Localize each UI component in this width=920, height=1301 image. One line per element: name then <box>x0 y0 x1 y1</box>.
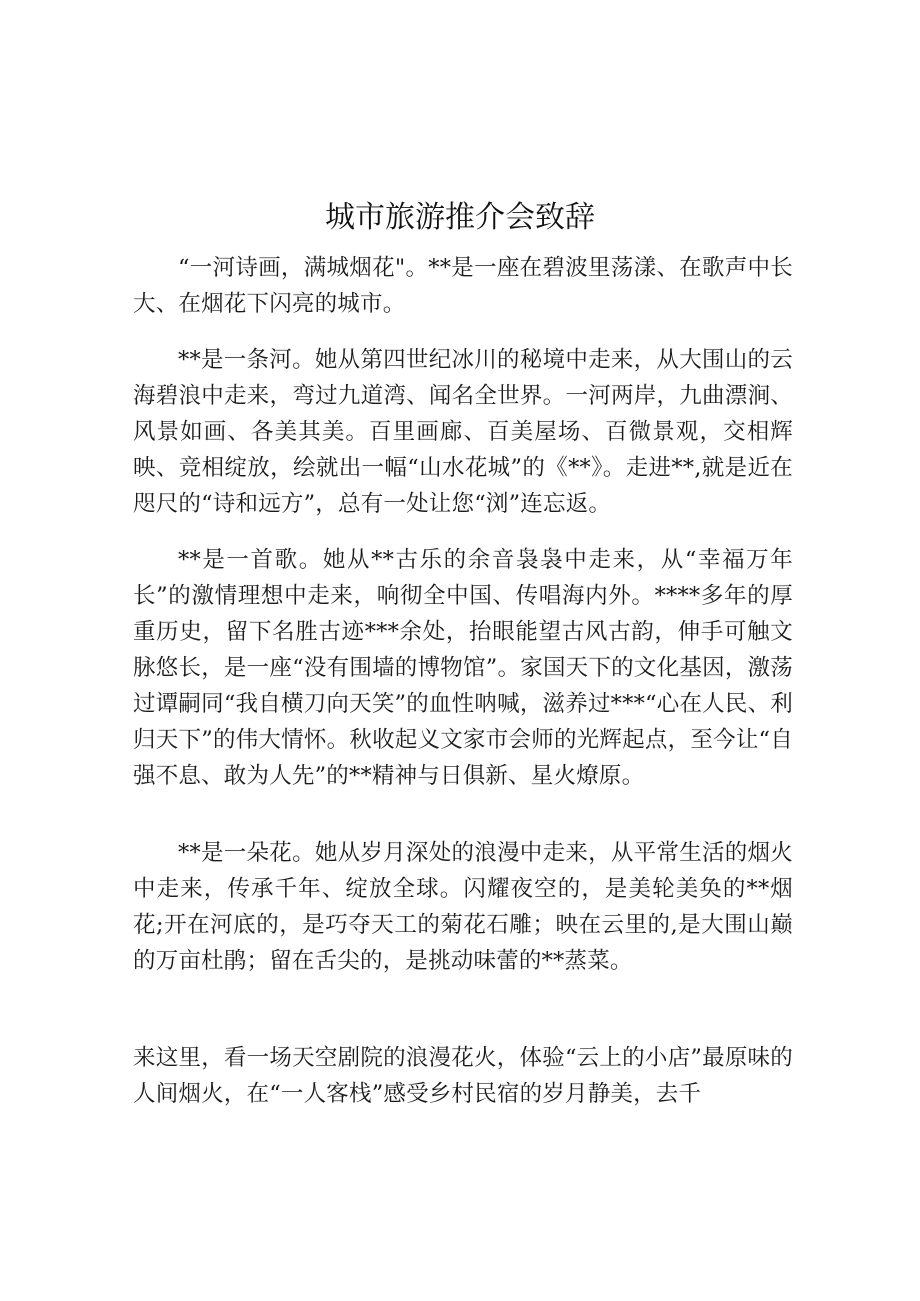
document-title: 城市旅游推介会致辞 <box>325 200 595 235</box>
paragraph-song: **是一首歌。她从**古乐的余音袅袅中走来，从“幸福万年长”的激情理想中走来，响彻全中国、传唱海内外。****多年的厚重历史，留下名胜古迹***余处，抬眼能望古风古韵，伸手可触文脉悠长，是一座“没有围墙的博物馆”。家国天下的文化基因，激荡过谭嗣同“我自横刀向天笑”的血性呐喊，滋养过***“心在人民、利归天下”的伟大情怀。秋收起义文家市会师的光辉起点，至今让“自强不息、敢为人先”的**精神与日俱新、星火燎原。 <box>133 547 793 789</box>
paragraph-flower: **是一朵花。她从岁月深处的浪漫中走来，从平常生活的烟火中走来，传承千年、绽放全球。闪耀夜空的，是美轮美奂的**烟花;开在河底的，是巧夺天工的菊花石雕；映在云里的,是大围山巅的万亩杜鹃；留在舌尖的，是挑动味蕾的**蒸菜。 <box>133 840 793 974</box>
paragraph-intro: “一河诗画，满城烟花"。**是一座在碧波里荡漾、在歌声中长大、在烟花下闪亮的城市。 <box>133 255 793 317</box>
paragraph-invitation: 来这里，看一场天空剧院的浪漫花火，体验“云上的小店”最原味的人间烟火，在“一人客栈”感受乡村民宿的岁月静美，去千 <box>133 1045 793 1107</box>
paragraph-river: **是一条河。她从第四世纪冰川的秘境中走来，从大围山的云海碧浪中走来，弯过九道湾、闻名全世界。一河两岸，九曲漂涧、风景如画、各美其美。百里画廊、百美屋场、百微景观，交相辉映、竞相绽放，绘就出一幅“山水花城”的《**》。走进**,就是近在咫尺的“诗和远方”，总有一处让您“浏”连忘返。 <box>133 347 793 517</box>
